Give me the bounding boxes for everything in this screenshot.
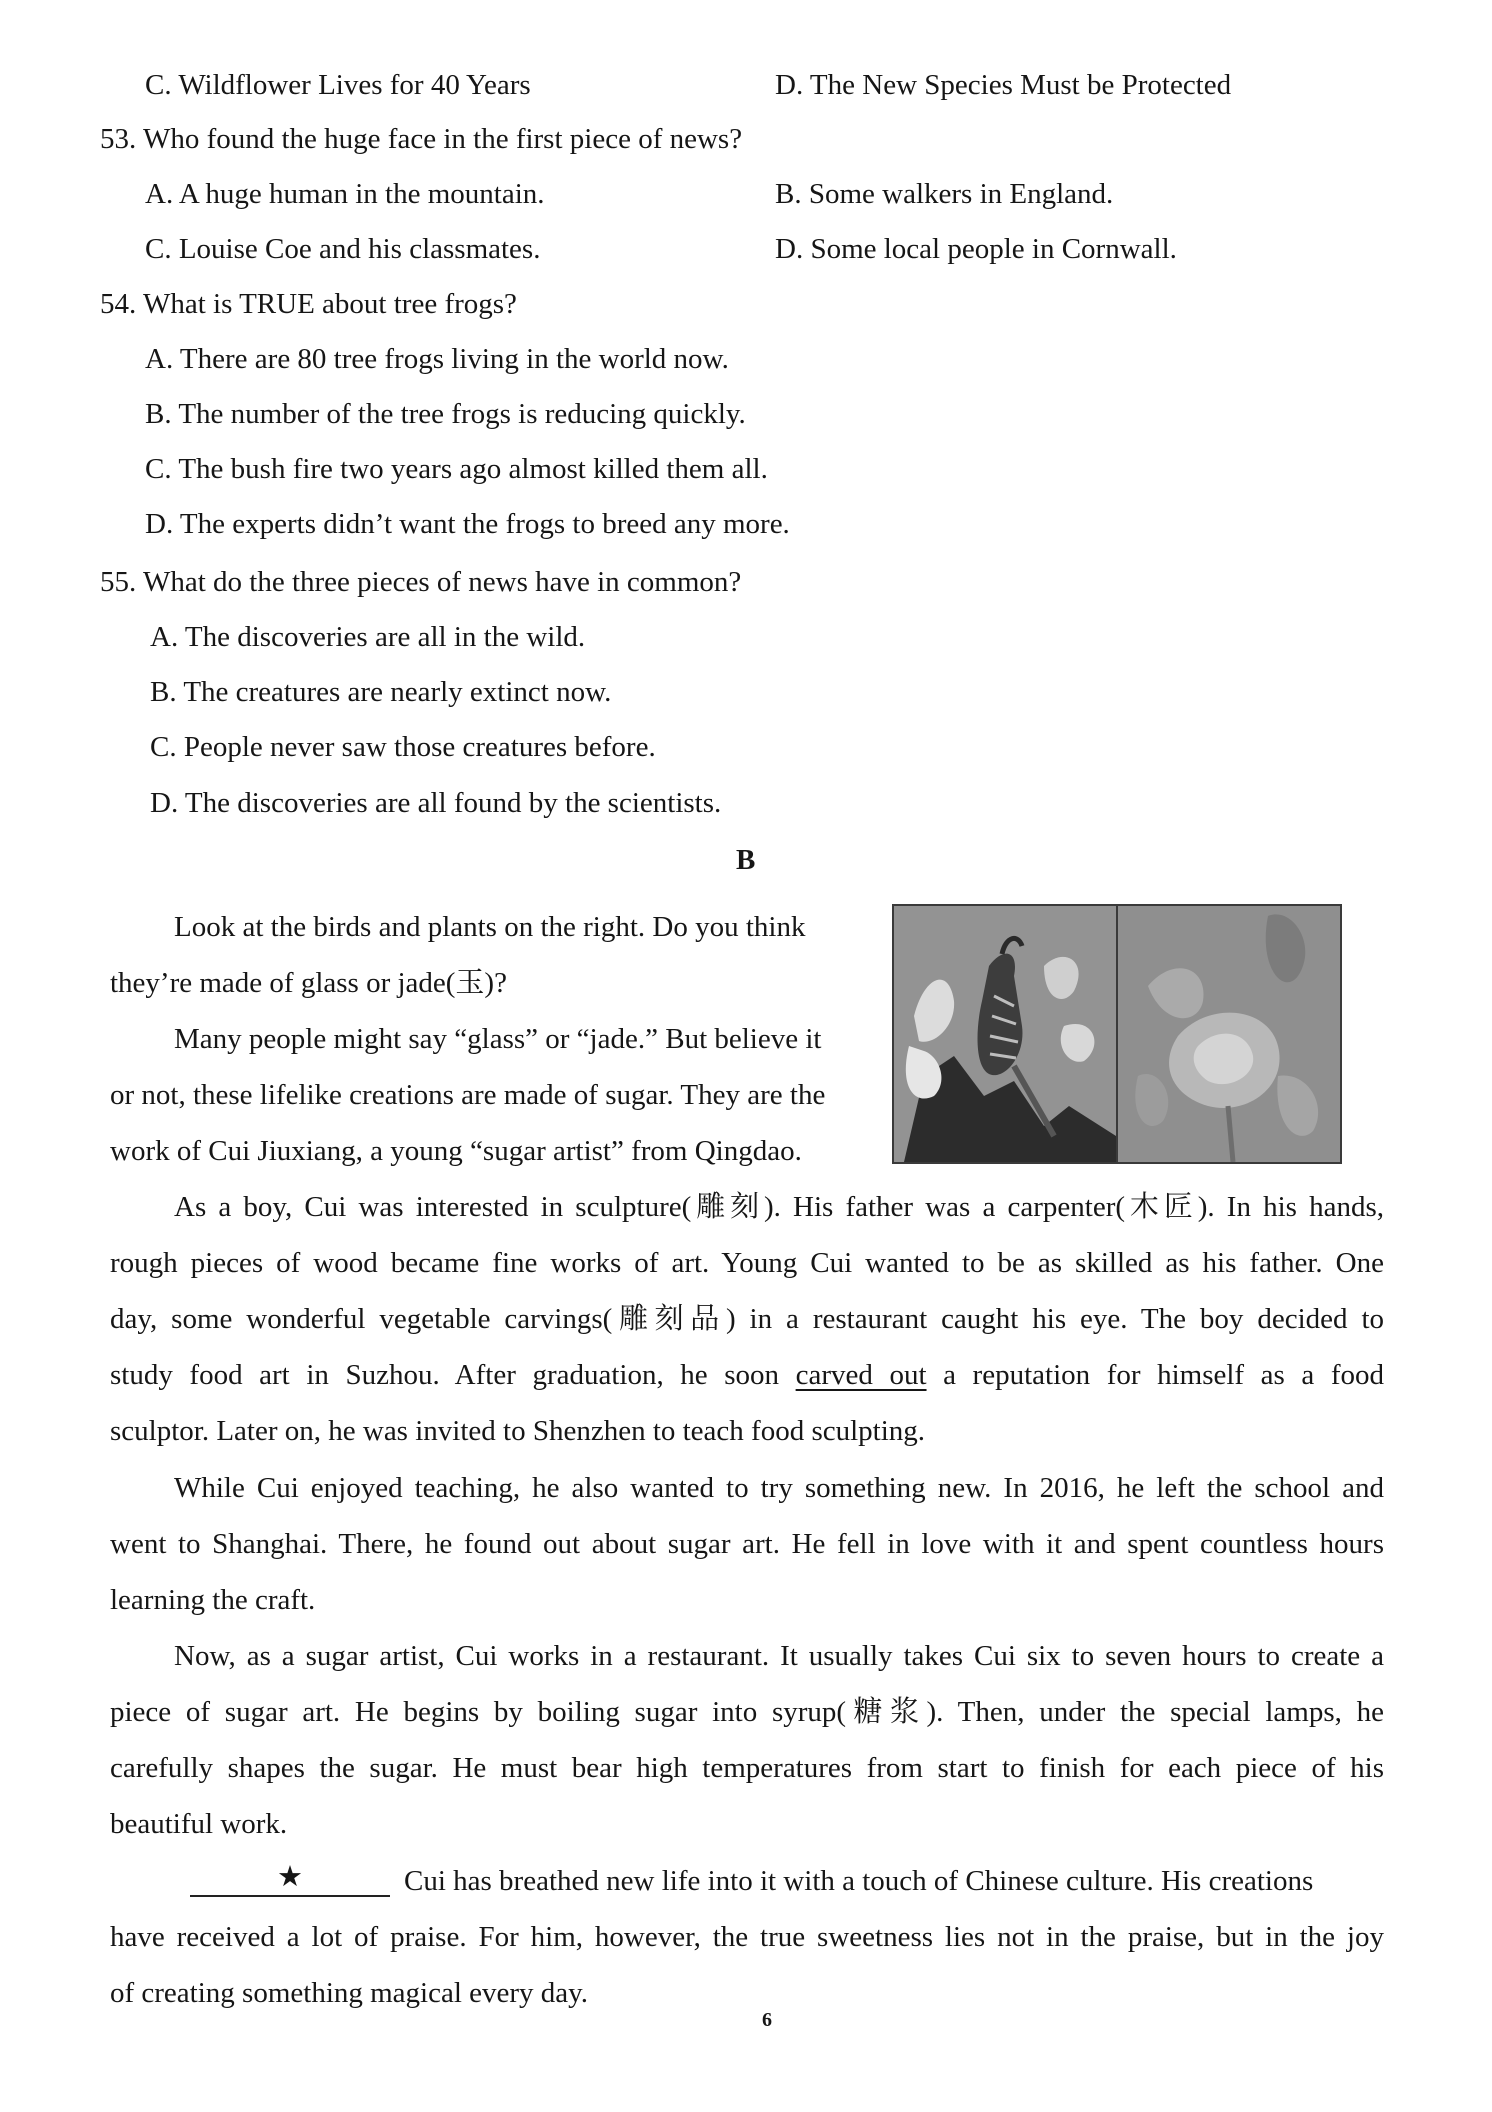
q55-option-c: C. People never saw those creatures before. bbox=[150, 731, 656, 763]
passage-line: work of Cui Jiuxiang, a young “sugar artist” from Qingdao. bbox=[110, 1135, 802, 1167]
passage-paragraph-3 bbox=[110, 1179, 1384, 1459]
q55-option-b: B. The creatures are nearly extinct now. bbox=[150, 676, 612, 708]
passage-line: went to Shanghai. There, he found out about sugar art. He fell in love with it and spent countless hours bbox=[110, 1528, 1384, 1560]
page-number: 6 bbox=[762, 2009, 772, 2031]
passage-line bbox=[110, 1347, 1384, 1403]
q52-option-c: C. Wildflower Lives for 40 Years bbox=[145, 69, 531, 101]
q54-option-a: A. There are 80 tree frogs living in the world now. bbox=[145, 343, 729, 375]
passage-line: or not, these lifelike creations are made of sugar. They are the bbox=[110, 1079, 826, 1111]
sugar-flower-photo bbox=[1116, 904, 1342, 1164]
q53-option-a: A. A huge human in the mountain. bbox=[145, 178, 545, 210]
passage-paragraph-2 bbox=[110, 1011, 870, 1179]
q55-option-d: D. The discoveries are all found by the scientists. bbox=[150, 787, 722, 819]
blank-with-star-icon: ★ bbox=[190, 1859, 390, 1897]
passage-paragraph-4 bbox=[110, 1460, 1384, 1628]
passage-paragraph-5 bbox=[110, 1628, 1384, 1852]
q53-stem: 53. Who found the huge face in the first piece of news? bbox=[100, 123, 743, 155]
passage-line: Now, as a sugar artist, Cui works in a restaurant. It usually takes Cui six to seven hours to create a bbox=[174, 1640, 1384, 1672]
passage-line: rough pieces of wood became fine works of art. Young Cui wanted to be as skilled as his father. One bbox=[110, 1247, 1384, 1279]
q54-option-b: B. The number of the tree frogs is reducing quickly. bbox=[145, 398, 746, 430]
passage-heading: B bbox=[736, 844, 756, 876]
passage-line: learning the craft. bbox=[110, 1584, 316, 1616]
passage-line: of creating something magical every day. bbox=[110, 1977, 589, 2009]
q55-stem: 55. What do the three pieces of news have in common? bbox=[100, 566, 742, 598]
passage-line: beautiful work. bbox=[110, 1808, 288, 1840]
q53-option-c: C. Louise Coe and his classmates. bbox=[145, 233, 541, 265]
passage-line: day, some wonderful vegetable carvings(雕刻品) in a restaurant caught his eye. The boy decided to bbox=[110, 1303, 1384, 1335]
passage-text: Cui has breathed new life into it with a touch of Chinese culture. His creations bbox=[404, 1865, 1314, 1897]
passage-line bbox=[110, 1853, 1384, 1909]
passage-text: study food art in Suzhou. After graduation, he soon bbox=[110, 1359, 796, 1391]
passage-line: have received a lot of praise. For him, however, the true sweetness lies not in the praise, but in the joy bbox=[110, 1921, 1384, 1953]
passage-line: Many people might say “glass” or “jade.” But believe it bbox=[174, 1023, 822, 1055]
passage-paragraph-1 bbox=[110, 899, 870, 1011]
q52-option-d: D. The New Species Must be Protected bbox=[775, 69, 1232, 101]
passage-line: While Cui enjoyed teaching, he also wanted to try something new. In 2016, he left the school and bbox=[174, 1472, 1384, 1504]
sugar-bird-photo bbox=[892, 904, 1118, 1164]
passage-line: carefully shapes the sugar. He must bear high temperatures from start to finish for each piece of his bbox=[110, 1752, 1384, 1784]
passage-line: they’re made of glass or jade(玉)? bbox=[110, 967, 507, 999]
underlined-phrase: carved out bbox=[795, 1359, 927, 1391]
passage-line: sculptor. Later on, he was invited to Shenzhen to teach food sculpting. bbox=[110, 1415, 926, 1447]
q54-stem: 54. What is TRUE about tree frogs? bbox=[100, 288, 517, 320]
q55-option-a: A. The discoveries are all in the wild. bbox=[150, 621, 586, 653]
passage-line: As a boy, Cui was interested in sculpture(雕刻). His father was a carpenter(木匠). In his hands, bbox=[174, 1191, 1384, 1223]
q53-option-b: B. Some walkers in England. bbox=[775, 178, 1114, 210]
passage-line: Look at the birds and plants on the right. Do you think bbox=[174, 911, 806, 943]
q54-option-d: D. The experts didn’t want the frogs to breed any more. bbox=[145, 508, 790, 540]
q54-option-c: C. The bush fire two years ago almost killed them all. bbox=[145, 453, 768, 485]
passage-line: piece of sugar art. He begins by boiling sugar into syrup(糖浆). Then, under the special lamps, he bbox=[110, 1696, 1384, 1728]
q53-option-d: D. Some local people in Cornwall. bbox=[775, 233, 1177, 265]
passage-text: a reputation for himself as a food bbox=[926, 1359, 1385, 1391]
passage-paragraph-6 bbox=[110, 1853, 1384, 2021]
